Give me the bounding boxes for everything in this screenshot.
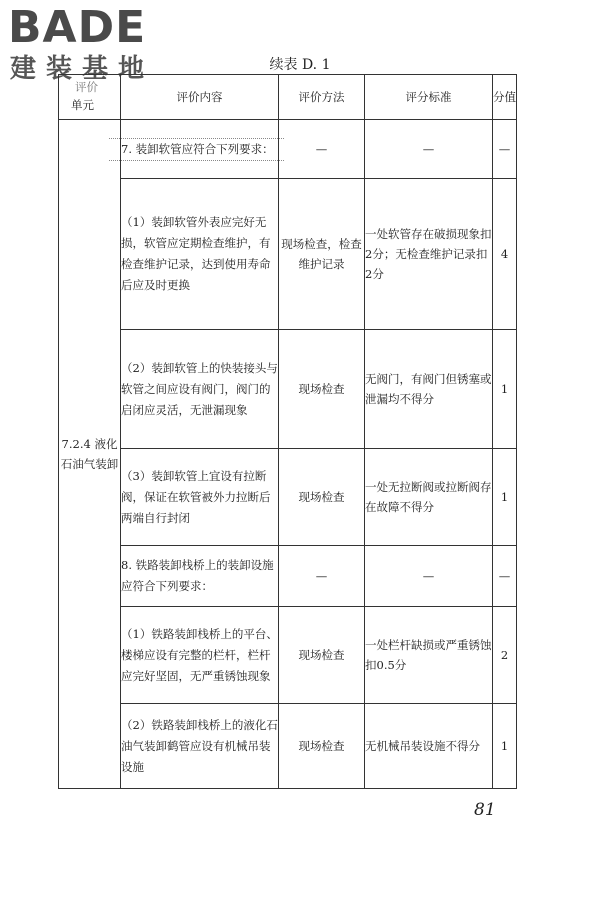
- criteria-cell: 一处软管存在破损现象扣2分；无检查维护记录扣2分: [365, 179, 493, 330]
- score-cell: —: [493, 546, 517, 607]
- content-cell: 8. 铁路装卸栈桥上的装卸设施应符合下列要求：: [121, 546, 279, 607]
- table-row: [59, 607, 517, 704]
- logo-main-text: BADE: [8, 2, 147, 53]
- evaluation-unit-cell: 7.2.4 液化石油气装卸: [59, 120, 121, 789]
- table-row: [59, 449, 517, 546]
- method-cell: 现场检查: [279, 607, 365, 704]
- evaluation-table: [58, 74, 517, 789]
- criteria-cell: —: [365, 120, 493, 179]
- header-criteria: 评分标准: [365, 75, 493, 120]
- content-cell: （2）装卸软管上的快装接头与软管之间应设有阀门，阀门的启闭应灵活，无泄漏现象: [121, 330, 279, 449]
- content-cell: （3）装卸软管上宜设有拉断阀，保证在软管被外力拉断后两端自行封闭: [121, 449, 279, 546]
- score-cell: —: [493, 120, 517, 179]
- score-cell: 1: [493, 704, 517, 789]
- header-content: 评价内容: [121, 75, 279, 120]
- header-unit-line1: 评价: [75, 80, 98, 94]
- method-cell: —: [279, 120, 365, 179]
- criteria-cell: 无阀门，有阀门但锈塞或泄漏均不得分: [365, 330, 493, 449]
- content-text: 7. 装卸软管应符合下列要求：: [109, 138, 284, 161]
- method-cell: 现场检查: [279, 449, 365, 546]
- criteria-cell: —: [365, 546, 493, 607]
- content-cell: （2）铁路装卸栈桥上的液化石油气装卸鹤管应设有机械吊装设施: [121, 704, 279, 789]
- criteria-cell: 一处无拉断阀或拉断阀存在故障不得分: [365, 449, 493, 546]
- score-cell: 4: [493, 179, 517, 330]
- table-row: [59, 330, 517, 449]
- table-row: [59, 120, 517, 179]
- score-cell: 1: [493, 449, 517, 546]
- table-caption: 续表 D. 1: [269, 57, 331, 73]
- content-cell: （1）铁路装卸栈桥上的平台、楼梯应设有完整的栏杆，栏杆应完好坚固，无严重锈蚀现象: [121, 607, 279, 704]
- score-cell: 2: [493, 607, 517, 704]
- method-cell: —: [279, 546, 365, 607]
- table-row: [59, 179, 517, 330]
- method-cell: 现场检查，检查维护记录: [279, 179, 365, 330]
- table-row: [59, 704, 517, 789]
- header-method: 评价方法: [279, 75, 365, 120]
- table-row: [59, 546, 517, 607]
- page-number: 81: [474, 800, 496, 820]
- content-cell: （1）装卸软管外表应完好无损，软管应定期检查维护，有检查维护记录，达到使用寿命后应及时更换: [121, 179, 279, 330]
- method-cell: 现场检查: [279, 704, 365, 789]
- header-score: 分值: [493, 75, 517, 120]
- criteria-cell: 无机械吊装设施不得分: [365, 704, 493, 789]
- table-header-row: [59, 75, 517, 120]
- header-unit-line2: 单元: [71, 98, 94, 112]
- score-cell: 1: [493, 330, 517, 449]
- header-unit: [59, 75, 121, 120]
- method-cell: 现场检查: [279, 330, 365, 449]
- content-cell: [121, 120, 279, 179]
- criteria-cell: 一处栏杆缺损或严重锈蚀扣0.5分: [365, 607, 493, 704]
- logo-sub-text: 建装基地: [10, 54, 155, 84]
